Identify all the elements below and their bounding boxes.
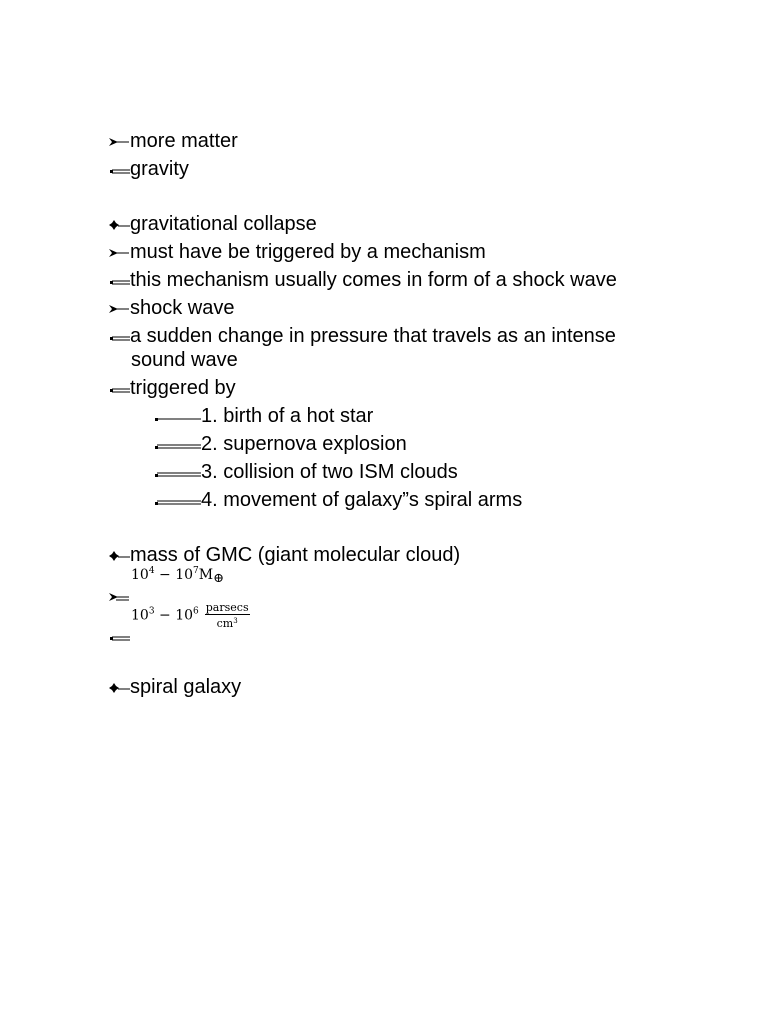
sub-list-item <box>153 432 407 456</box>
sub-list-item <box>153 404 373 428</box>
list-item <box>108 675 241 699</box>
item-text: 3. collision of two ISM clouds <box>201 461 458 483</box>
dash-bullet-icon <box>153 495 201 507</box>
dash-bullet-icon <box>108 383 130 395</box>
list-item-marker <box>108 624 130 648</box>
math-exponent: 3 <box>233 617 238 625</box>
mass-range-equation <box>131 566 224 586</box>
item-text: spiral galaxy <box>130 676 242 698</box>
item-text: gravitational collapse <box>130 213 317 235</box>
item-text: shock wave <box>130 297 235 319</box>
item-text: must have be triggered by a mechanism <box>130 241 486 263</box>
list-item <box>108 129 238 153</box>
dash-bullet-icon <box>108 275 130 287</box>
item-text: sound wave <box>131 349 238 371</box>
math-base: 10 <box>131 607 149 624</box>
fraction-denominator <box>205 615 250 630</box>
density-range-equation <box>131 601 250 630</box>
four-diamond-bullet-icon <box>108 550 130 562</box>
item-text: this mechanism usually comes in form of a shock wave <box>130 269 617 291</box>
list-item <box>108 296 235 320</box>
item-text: triggered by <box>130 377 236 399</box>
denominator-unit: cm <box>216 617 234 630</box>
item-text: a sudden change in pressure that travels as an intense <box>130 325 616 347</box>
list-item-marker <box>108 584 130 608</box>
math-exponent: 4 <box>148 566 155 576</box>
arrowhead-bullet-icon <box>108 247 130 259</box>
sub-list-item <box>153 460 458 484</box>
sub-list-item <box>153 488 522 512</box>
item-text: mass of GMC (giant molecular cloud) <box>130 544 461 566</box>
four-diamond-bullet-icon <box>108 219 130 231</box>
math-unit: M <box>198 567 214 583</box>
math-operator: − <box>154 607 176 624</box>
arrowhead-bullet-icon <box>108 136 130 148</box>
dash-bullet-icon <box>108 164 130 176</box>
dash-bullet-icon <box>108 331 130 343</box>
math-exponent: 3 <box>148 606 155 617</box>
list-item <box>108 212 317 236</box>
arrowhead-bullet-icon <box>108 591 130 603</box>
item-text: gravity <box>130 158 189 180</box>
math-base: 10 <box>131 567 149 583</box>
list-item <box>108 157 189 181</box>
math-base: 10 <box>175 567 194 583</box>
list-item <box>108 324 616 348</box>
arrowhead-bullet-icon <box>108 303 130 315</box>
math-fraction <box>205 601 250 630</box>
math-exponent: 7 <box>193 566 199 576</box>
dash-bullet-icon <box>153 439 201 451</box>
list-item <box>108 376 236 400</box>
earth-symbol: ⊕ <box>213 571 225 586</box>
math-base: 10 <box>175 607 194 624</box>
dash-bullet-icon <box>153 467 201 479</box>
dash-bullet-icon <box>108 631 130 643</box>
dash-bullet-icon <box>153 411 201 423</box>
math-exponent: 6 <box>193 606 199 617</box>
fraction-numerator: parsecs <box>205 601 249 614</box>
four-diamond-bullet-icon <box>108 682 130 694</box>
math-operator: − <box>154 567 176 583</box>
item-text: 2. supernova explosion <box>201 433 407 455</box>
list-item <box>108 268 617 292</box>
list-item <box>108 240 486 264</box>
item-text: 4. movement of galaxy”s spiral arms <box>201 489 523 511</box>
item-text: 1. birth of a hot star <box>201 405 374 427</box>
list-item-continuation <box>131 348 238 372</box>
item-text: more matter <box>130 130 238 152</box>
list-item <box>108 543 460 567</box>
